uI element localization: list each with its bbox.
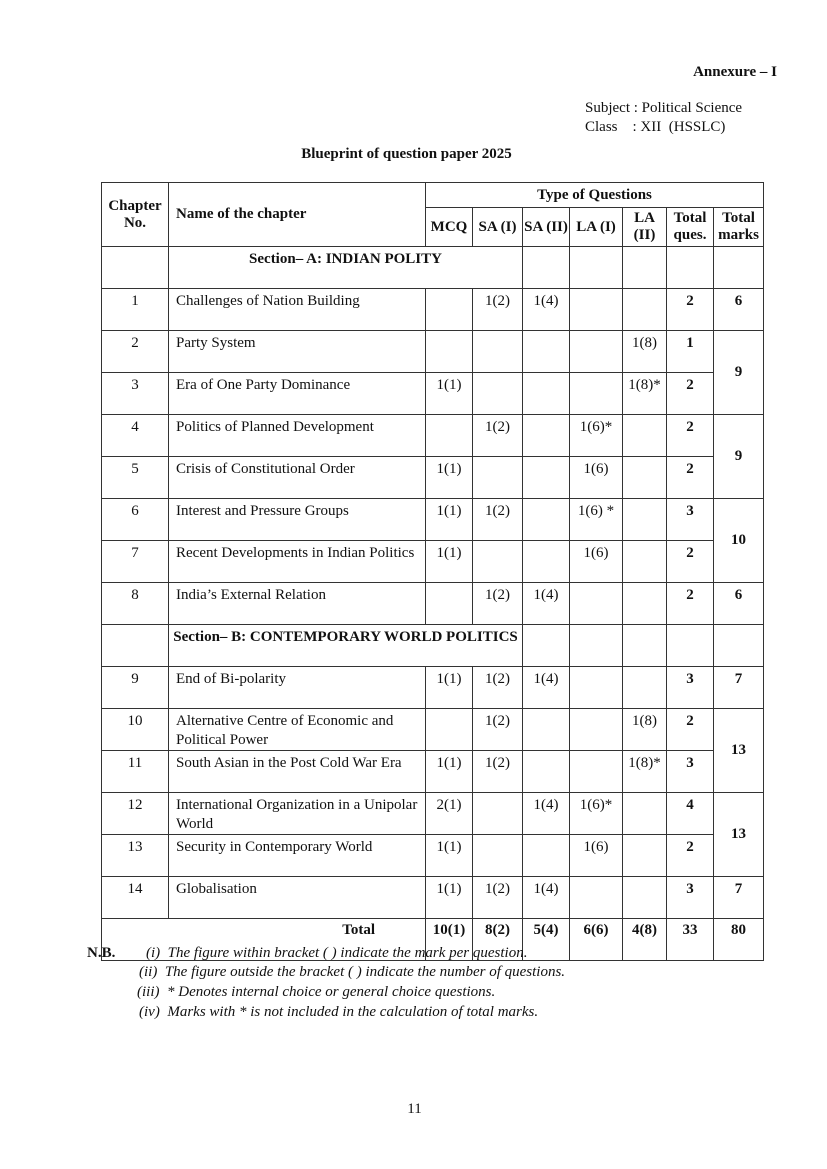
header-total-ques: Total ques. (667, 208, 714, 247)
cell-la2: 1(8) (623, 331, 667, 373)
section-empty-cell (714, 625, 764, 667)
cell-total-ques: 4 (667, 793, 714, 835)
cell-sa2 (523, 499, 570, 541)
cell-sa1: 1(2) (473, 499, 523, 541)
section-empty-cell (570, 247, 623, 289)
chapter-number: 2 (102, 331, 169, 373)
section-empty-cell (667, 625, 714, 667)
cell-la1: 1(6)* (570, 415, 623, 457)
cell-total-ques: 2 (667, 373, 714, 415)
note-spacer (157, 964, 165, 980)
note-number: (i) (146, 945, 161, 961)
table-row (102, 751, 764, 793)
cell-la1 (570, 289, 623, 331)
chapter-number: 8 (102, 583, 169, 625)
cell-total-marks: 6 (714, 289, 764, 331)
header-mcq: MCQ (426, 208, 473, 247)
section-b-heading-row (102, 625, 764, 667)
note-spacer (160, 984, 168, 1000)
cell-la2 (623, 415, 667, 457)
cell-total-marks: 6 (714, 583, 764, 625)
chapter-name: Security in Contemporary World (169, 835, 426, 877)
total-tm: 80 (714, 919, 764, 961)
chapter-number: 10 (102, 709, 169, 751)
cell-la1: 1(6) * (570, 499, 623, 541)
page-title-text: Blueprint of question paper 2025 (301, 146, 512, 162)
cell-la1: 1(6) (570, 835, 623, 877)
cell-total-ques: 3 (667, 877, 714, 919)
cell-sa1: 1(2) (473, 415, 523, 457)
total-tq: 33 (667, 919, 714, 961)
total-sa1: 8(2) (473, 919, 523, 961)
table-row (102, 709, 764, 751)
chapter-number: 6 (102, 499, 169, 541)
chapter-name: Interest and Pressure Groups (169, 499, 426, 541)
note-item (137, 984, 495, 1001)
cell-la2: 1(8) (623, 709, 667, 751)
chapter-name: End of Bi-polarity (169, 667, 426, 709)
header-la2: LA (II) (623, 208, 667, 247)
cell-la1: 1(6)* (570, 793, 623, 835)
annexure-label: Annexure – I (693, 64, 777, 80)
header-chapter-no: Chapter No. (102, 183, 169, 247)
notes-label: N.B. (87, 945, 116, 961)
cell-total-marks: 9 (714, 331, 764, 415)
chapter-name: Globalisation (169, 877, 426, 919)
cell-la1 (570, 709, 623, 751)
cell-total-ques: 2 (667, 541, 714, 583)
section-empty-cell (714, 247, 764, 289)
cell-sa1: 1(2) (473, 289, 523, 331)
cell-la2 (623, 457, 667, 499)
table-row (102, 499, 764, 541)
cell-la1 (570, 877, 623, 919)
note-text: The figure within bracket ( ) indicate the mark per question. (167, 945, 528, 961)
cell-total-ques: 2 (667, 583, 714, 625)
total-la2: 4(8) (623, 919, 667, 961)
cell-sa2 (523, 415, 570, 457)
cell-sa1 (473, 331, 523, 373)
note-number: (iii) (137, 984, 160, 1000)
note-spacer (160, 945, 168, 961)
table-row (102, 289, 764, 331)
cell-sa2 (523, 835, 570, 877)
chapter-name: Challenges of Nation Building (169, 289, 426, 331)
header-la1: LA (I) (570, 208, 623, 247)
total-sa2: 5(4) (523, 919, 570, 961)
cell-total-ques: 3 (667, 499, 714, 541)
cell-la2 (623, 499, 667, 541)
cell-mcq: 2(1) (426, 793, 473, 835)
cell-sa1 (473, 793, 523, 835)
cell-total-ques: 3 (667, 751, 714, 793)
chapter-number: 13 (102, 835, 169, 877)
section-empty-cell (102, 625, 169, 667)
section-empty-cell (570, 625, 623, 667)
cell-total-marks: 13 (714, 793, 764, 877)
section-empty-cell (667, 247, 714, 289)
cell-la2 (623, 667, 667, 709)
cell-total-ques: 3 (667, 667, 714, 709)
note-text: Marks with * is not included in the calculation of total marks. (167, 1004, 539, 1020)
cell-sa1: 1(2) (473, 709, 523, 751)
header-type-of-questions: Type of Questions (426, 183, 764, 208)
table-row (102, 457, 764, 499)
chapter-name: Era of One Party Dominance (169, 373, 426, 415)
cell-la2 (623, 541, 667, 583)
subject-line: Subject : Political Science (585, 100, 743, 116)
note-item (146, 945, 527, 962)
cell-la1 (570, 331, 623, 373)
chapter-name: Party System (169, 331, 426, 373)
cell-la1: 1(6) (570, 457, 623, 499)
cell-la2 (623, 289, 667, 331)
cell-sa2 (523, 751, 570, 793)
chapter-name: Alternative Centre of Economic and Political Power (169, 709, 426, 751)
cell-sa1: 1(2) (473, 751, 523, 793)
table-row (102, 331, 764, 373)
cell-total-ques: 2 (667, 289, 714, 331)
page-title (0, 146, 827, 163)
cell-total-ques: 2 (667, 709, 714, 751)
cell-mcq: 1(1) (426, 457, 473, 499)
cell-sa2 (523, 457, 570, 499)
chapter-number: 4 (102, 415, 169, 457)
cell-mcq: 1(1) (426, 373, 473, 415)
section-a-heading-row (102, 247, 764, 289)
cell-mcq (426, 331, 473, 373)
cell-total-marks: 7 (714, 877, 764, 919)
chapter-number: 1 (102, 289, 169, 331)
cell-la1 (570, 667, 623, 709)
table-row (102, 835, 764, 877)
cell-sa2: 1(4) (523, 877, 570, 919)
section-empty-cell (523, 625, 570, 667)
cell-sa1: 1(2) (473, 583, 523, 625)
total-la1: 6(6) (570, 919, 623, 961)
table-row (102, 583, 764, 625)
note-item (139, 964, 565, 981)
cell-la2: 1(8)* (623, 373, 667, 415)
cell-sa2 (523, 331, 570, 373)
cell-mcq: 1(1) (426, 751, 473, 793)
section-b-heading: Section– B: CONTEMPORARY WORLD POLITICS (169, 625, 523, 667)
cell-mcq: 1(1) (426, 877, 473, 919)
note-text: * Denotes internal choice or general choice questions. (167, 984, 496, 1000)
cell-mcq: 1(1) (426, 541, 473, 583)
cell-sa2 (523, 541, 570, 583)
cell-la1: 1(6) (570, 541, 623, 583)
cell-mcq: 1(1) (426, 667, 473, 709)
table-row (102, 877, 764, 919)
table-row (102, 667, 764, 709)
cell-sa2: 1(4) (523, 583, 570, 625)
cell-sa2 (523, 709, 570, 751)
chapter-number: 9 (102, 667, 169, 709)
cell-la2 (623, 583, 667, 625)
table-row (102, 793, 764, 835)
cell-la1 (570, 373, 623, 415)
chapter-name: Crisis of Constitutional Order (169, 457, 426, 499)
table-row (102, 541, 764, 583)
chapter-name: India’s External Relation (169, 583, 426, 625)
chapter-name: South Asian in the Post Cold War Era (169, 751, 426, 793)
blueprint-table (101, 182, 764, 961)
table-row (102, 415, 764, 457)
page-number (0, 1101, 827, 1118)
section-empty-cell (623, 625, 667, 667)
cell-sa1 (473, 457, 523, 499)
page-number-text: 11 (407, 1101, 422, 1117)
note-text: The figure outside the bracket ( ) indicate the number of questions. (164, 964, 566, 980)
section-empty-cell (102, 247, 169, 289)
cell-total-marks: 10 (714, 499, 764, 583)
cell-la2: 1(8)* (623, 751, 667, 793)
chapter-number: 14 (102, 877, 169, 919)
header-sa1: SA (I) (473, 208, 523, 247)
cell-total-marks: 7 (714, 667, 764, 709)
cell-la2 (623, 835, 667, 877)
cell-mcq (426, 289, 473, 331)
cell-sa2 (523, 373, 570, 415)
cell-la2 (623, 877, 667, 919)
note-item (139, 1004, 538, 1021)
cell-mcq (426, 415, 473, 457)
cell-total-marks: 13 (714, 709, 764, 793)
section-empty-cell (523, 247, 570, 289)
cell-mcq (426, 583, 473, 625)
cell-la1 (570, 583, 623, 625)
cell-sa1 (473, 373, 523, 415)
chapter-number: 3 (102, 373, 169, 415)
cell-sa1: 1(2) (473, 877, 523, 919)
cell-total-marks: 9 (714, 415, 764, 499)
chapter-name: Politics of Planned Development (169, 415, 426, 457)
chapter-name: Recent Developments in Indian Politics (169, 541, 426, 583)
total-mcq: 10(1) (426, 919, 473, 961)
total-label: Total (102, 919, 426, 961)
note-number: (iv) (139, 1004, 160, 1020)
cell-mcq (426, 709, 473, 751)
cell-sa2: 1(4) (523, 793, 570, 835)
cell-total-ques: 2 (667, 457, 714, 499)
chapter-number: 5 (102, 457, 169, 499)
header-sa2: SA (II) (523, 208, 570, 247)
class-line: Class : XII (HSSLC) (585, 119, 726, 135)
cell-total-ques: 1 (667, 331, 714, 373)
cell-la2 (623, 793, 667, 835)
note-number: (ii) (139, 964, 158, 980)
chapter-name: International Organization in a Unipolar World (169, 793, 426, 835)
cell-total-ques: 2 (667, 835, 714, 877)
chapter-number: 11 (102, 751, 169, 793)
cell-mcq: 1(1) (426, 499, 473, 541)
cell-total-ques: 2 (667, 415, 714, 457)
cell-sa2: 1(4) (523, 667, 570, 709)
cell-mcq: 1(1) (426, 835, 473, 877)
header-total-marks: Total marks (714, 208, 764, 247)
subject-block (585, 99, 742, 137)
cell-sa1: 1(2) (473, 667, 523, 709)
cell-sa1 (473, 835, 523, 877)
chapter-number: 7 (102, 541, 169, 583)
cell-la1 (570, 751, 623, 793)
section-a-heading: Section– A: INDIAN POLITY (169, 247, 523, 289)
cell-sa2: 1(4) (523, 289, 570, 331)
cell-sa1 (473, 541, 523, 583)
header-chapter-name: Name of the chapter (169, 183, 426, 247)
chapter-number: 12 (102, 793, 169, 835)
section-empty-cell (623, 247, 667, 289)
table-row (102, 373, 764, 415)
